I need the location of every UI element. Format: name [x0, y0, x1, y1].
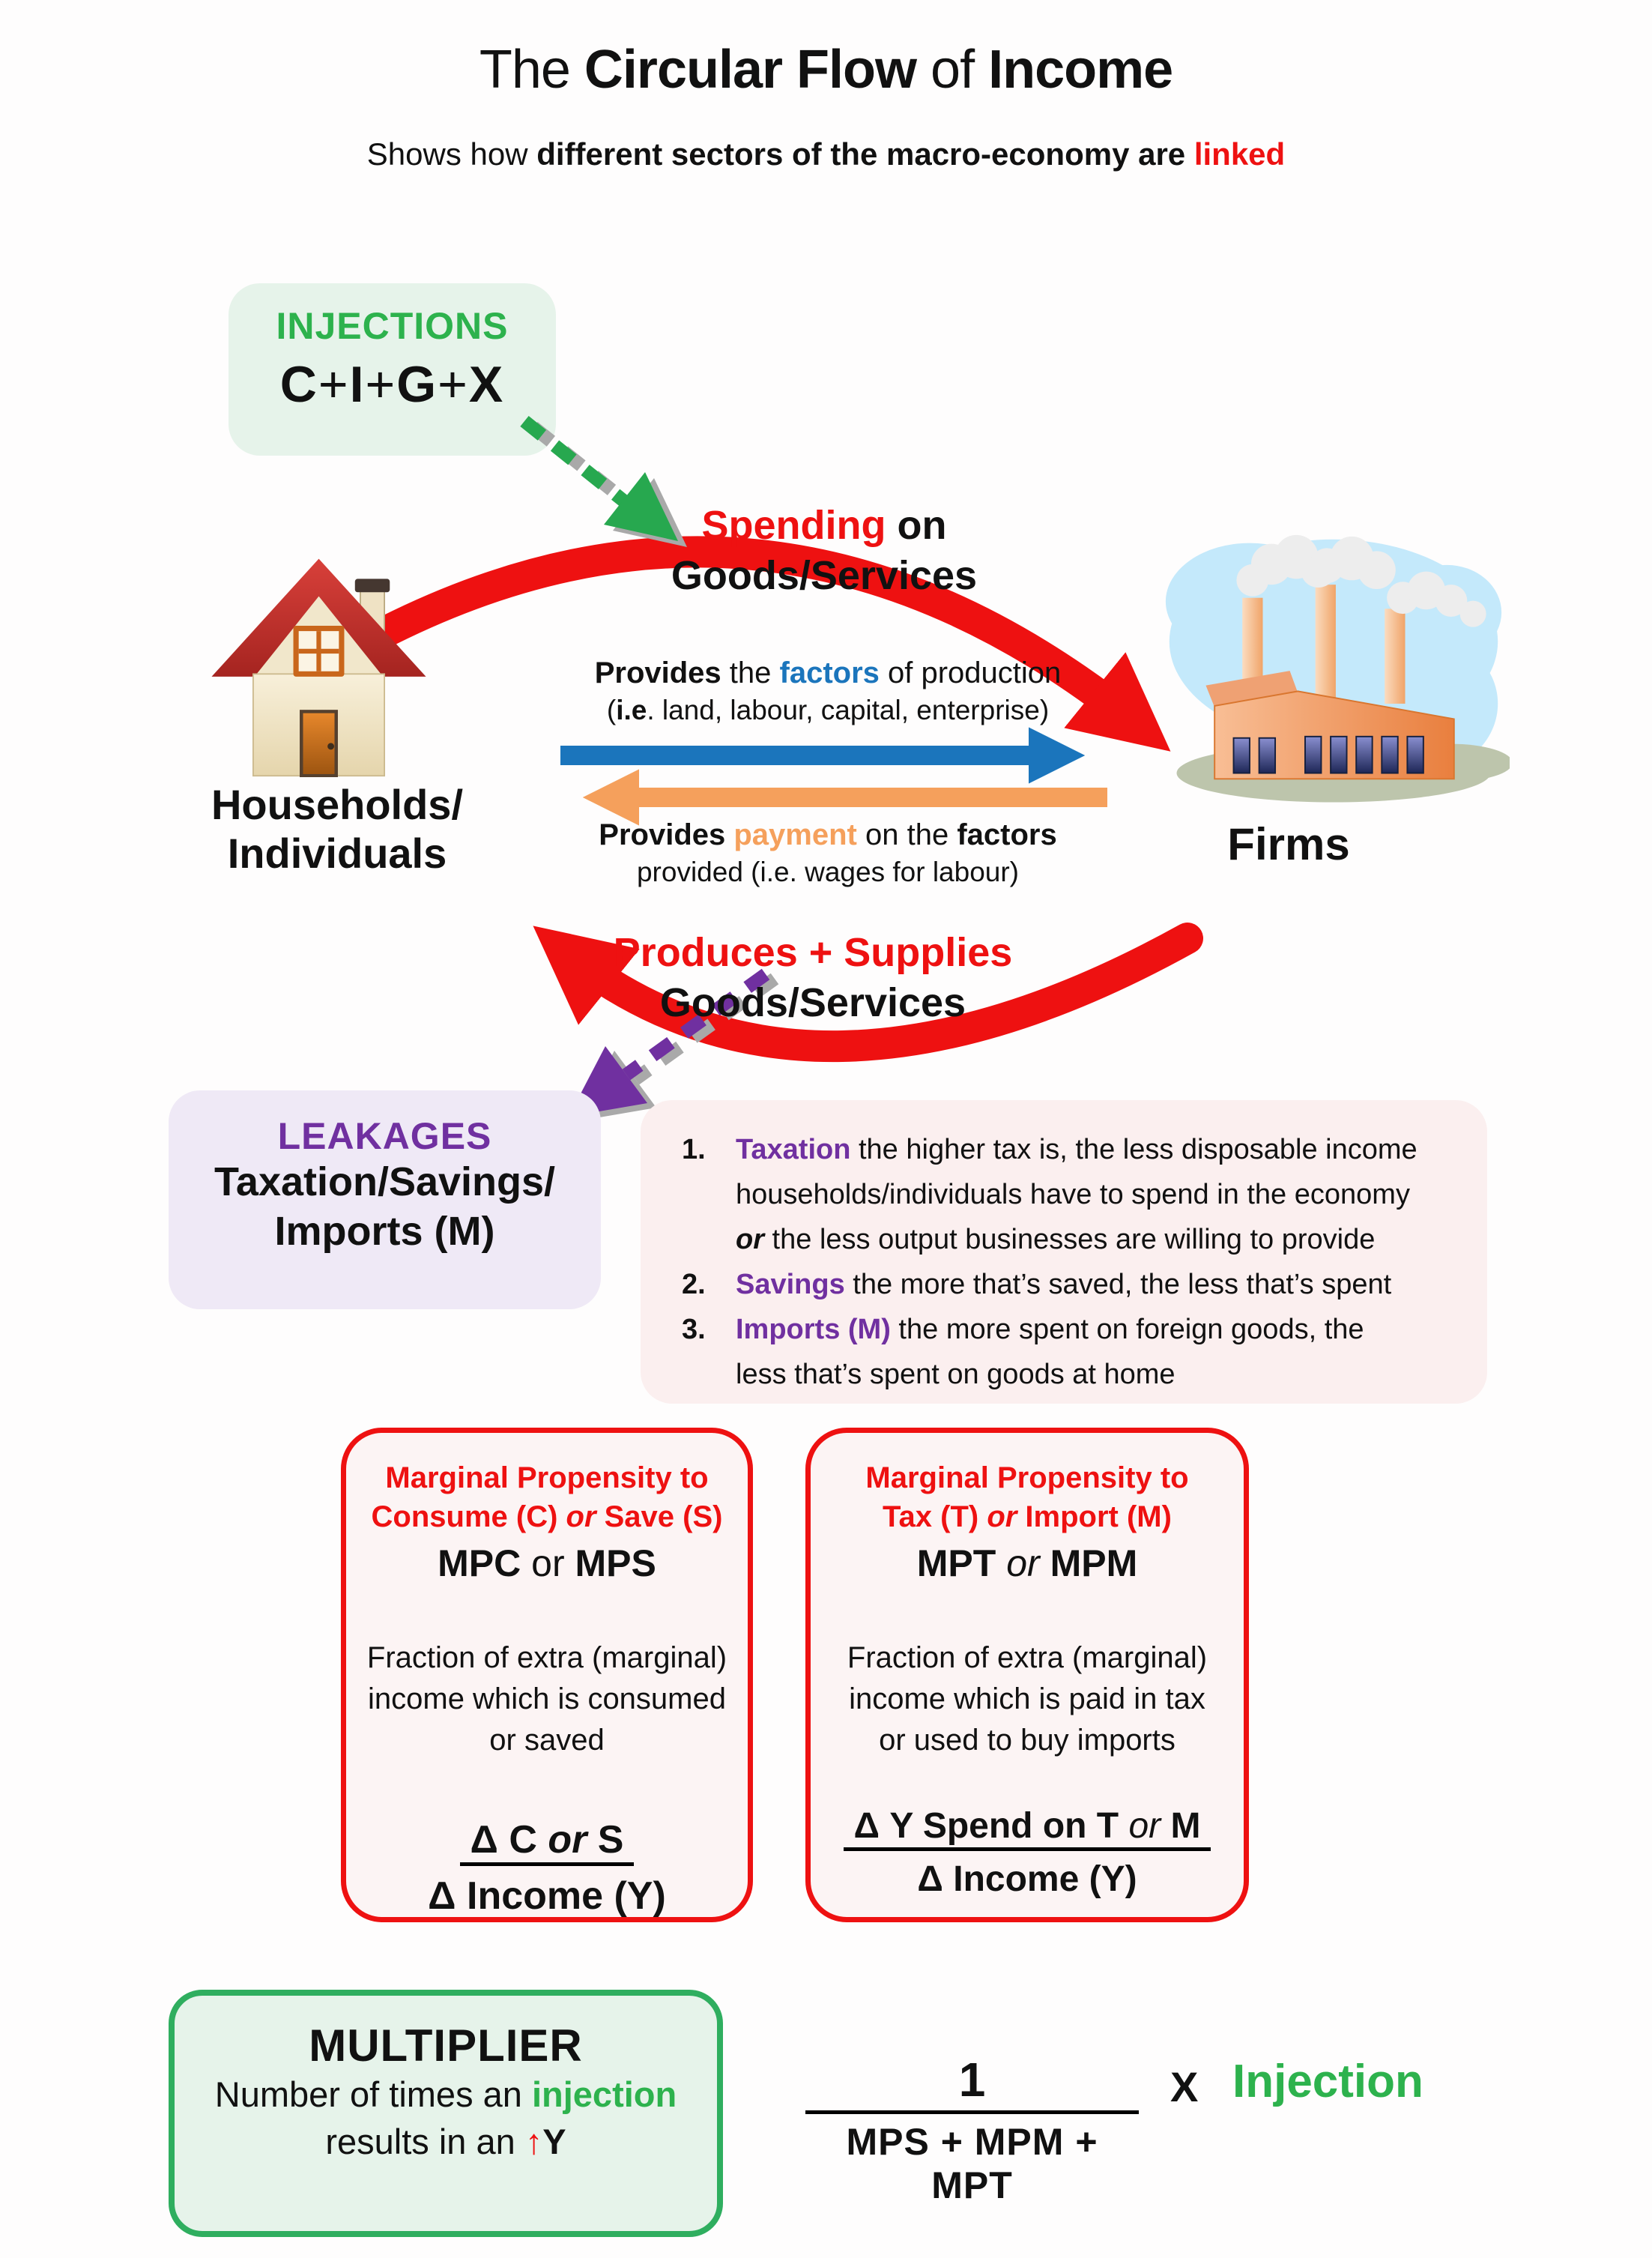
households-label-line1: Households/ — [211, 781, 464, 828]
produces-caption-line2: Goods/Services — [659, 979, 966, 1025]
spending-caption-line1: Spending on — [701, 503, 947, 548]
mpc-formula-numerator: Δ C or S — [460, 1820, 635, 1866]
factors-caption-line1: Provides the factors of production — [594, 656, 1062, 689]
payment-caption-line1: Provides payment on the factors — [599, 818, 1057, 851]
list-number: 1. — [682, 1134, 706, 1165]
households-label-line2: Individuals — [227, 829, 447, 877]
multiplier-line2: results in an ↑Y — [325, 2121, 566, 2161]
injections-title: INJECTIONS — [276, 305, 509, 347]
page-title: The Circular Flow of Income — [479, 40, 1173, 100]
multiplier-box — [169, 1990, 723, 2237]
mpc-description — [346, 1637, 748, 1762]
mpc-description-line2: income which is consumed — [368, 1682, 726, 1716]
produces-caption — [551, 928, 1075, 1028]
leakages-line1: Taxation/Savings/ — [214, 1159, 556, 1204]
mpc-description-line1: Fraction of extra (marginal) — [366, 1641, 727, 1674]
mpt-description — [811, 1637, 1244, 1762]
mpc-header-line2: Consume (C) or Save (S) — [371, 1500, 723, 1533]
leakage-list-row — [682, 1307, 1457, 1352]
factory-icon — [1158, 532, 1510, 817]
mpt-formula-numerator: Δ Y Spend on T or M — [844, 1808, 1211, 1851]
injections-formula: C+I+G+X — [279, 356, 505, 413]
multiplier-formula — [805, 2052, 1139, 2207]
mpt-formula-denominator: Δ Income (Y) — [917, 1859, 1137, 1899]
mpt-header-line2: Tax (T) or Import (M) — [883, 1500, 1172, 1533]
page-subtitle: Shows how different sectors of the macro-economy are linked — [366, 136, 1286, 172]
multiplier-formula-denominator: MPS + MPM + MPT — [846, 2121, 1098, 2206]
mpt-description-line3: or used to buy imports — [879, 1724, 1176, 1757]
spending-caption — [562, 501, 1086, 601]
mpt-header-line1: Marginal Propensity to — [865, 1461, 1189, 1494]
multiplier-injection-label: Injection — [1232, 2056, 1423, 2107]
payment-caption-line2: provided (i.e. wages for labour) — [636, 857, 1020, 887]
list-text: or the less output businesses are willing to provide — [736, 1224, 1376, 1255]
list-text: less that’s spent on goods at home — [736, 1359, 1176, 1390]
list-number: 2. — [682, 1269, 706, 1300]
mpc-acronym: MPC or MPS — [438, 1542, 656, 1584]
leakage-list-row — [682, 1172, 1457, 1217]
mpc-description-line3: or saved — [489, 1724, 605, 1757]
mpc-header-line1: Marginal Propensity to — [385, 1461, 709, 1494]
multiplier-title: MULTIPLIER — [309, 2020, 583, 2071]
spending-caption-line2: Goods/Services — [671, 552, 978, 598]
list-number — [682, 1352, 736, 1397]
mpt-box — [805, 1428, 1249, 1922]
leakage-list-row — [682, 1127, 1457, 1172]
leakage-list-row — [682, 1352, 1457, 1397]
multiplier-line1: Number of times an injection — [214, 2074, 677, 2114]
leakages-box — [169, 1090, 601, 1309]
mpt-description-line1: Fraction of extra (marginal) — [847, 1641, 1208, 1674]
leakages-line2: Imports (M) — [274, 1208, 495, 1254]
leakage-list-row — [682, 1262, 1457, 1307]
leakage-list-row — [682, 1217, 1457, 1262]
list-text: Savings the more that’s saved, the less that’s spent — [736, 1269, 1392, 1300]
list-number — [682, 1172, 736, 1217]
payment-caption — [569, 815, 1086, 890]
produces-caption-line1: Produces + Supplies — [613, 930, 1013, 975]
list-text: Imports (M) the more spent on foreign goods, the — [736, 1314, 1364, 1345]
mpc-box — [341, 1428, 753, 1922]
house-icon — [201, 556, 437, 777]
households-label — [127, 781, 547, 878]
mpc-formula — [346, 1817, 748, 1918]
mpc-formula-denominator: Δ Income (Y) — [428, 1874, 666, 1918]
multiplier-times-sign: X — [1170, 2063, 1199, 2110]
firms-label: Firms — [1227, 819, 1350, 869]
factors-caption-line2: (i.e. land, labour, capital, enterprise) — [606, 695, 1050, 725]
mpt-acronym: MPT or MPM — [916, 1542, 1138, 1584]
list-text: households/individuals have to spend in the economy — [736, 1179, 1410, 1210]
list-number — [682, 1217, 736, 1262]
list-text: Taxation the higher tax is, the less disposable income — [736, 1134, 1417, 1165]
factors-caption — [569, 653, 1086, 728]
leakages-title: LEAKAGES — [277, 1115, 492, 1157]
list-number: 3. — [682, 1314, 706, 1345]
mpt-formula — [811, 1805, 1244, 1899]
multiplier-formula-numerator: 1 — [805, 2052, 1139, 2114]
leakages-detail-box — [641, 1100, 1487, 1404]
mpt-description-line2: income which is paid in tax — [849, 1682, 1205, 1716]
